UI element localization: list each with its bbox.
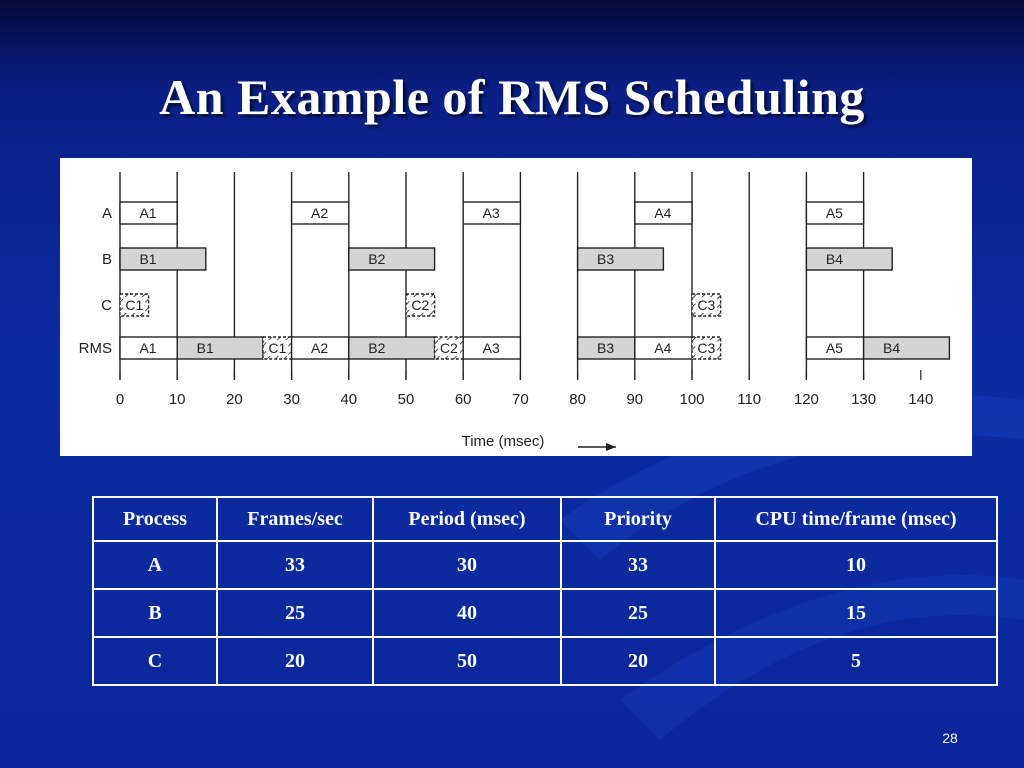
block-label: C1 <box>125 297 144 313</box>
cell-cpu-time: 10 <box>715 541 997 589</box>
x-tick-label: 10 <box>168 391 186 408</box>
block-label: A3 <box>482 340 500 356</box>
table-row <box>93 589 997 637</box>
block-label: B3 <box>597 251 615 267</box>
block-label: C2 <box>411 297 430 313</box>
table-row <box>93 637 997 685</box>
cell-process: A <box>93 541 217 589</box>
cell-cpu-time: 15 <box>715 589 997 637</box>
table-row <box>93 541 997 589</box>
schedule-block <box>349 248 435 270</box>
block-label: B3 <box>597 340 615 356</box>
block-label: A2 <box>311 340 329 356</box>
block-label: B2 <box>368 251 386 267</box>
header-frames-per-sec: Frames/sec <box>217 497 373 541</box>
header-period: Period (msec) <box>373 497 561 541</box>
header-priority: Priority <box>561 497 715 541</box>
block-label: B2 <box>368 340 386 356</box>
x-tick-label: 130 <box>851 391 877 408</box>
block-label: A5 <box>825 340 843 356</box>
scheduling-diagram <box>60 158 972 456</box>
x-tick-label: 140 <box>908 391 934 408</box>
row-label: C <box>101 297 112 314</box>
block-label: A1 <box>139 205 157 221</box>
cell-priority: 20 <box>561 637 715 685</box>
block-label: C3 <box>697 340 716 356</box>
x-tick-label: 20 <box>226 391 243 408</box>
page-number: 28 <box>942 730 958 746</box>
cell-frames: 33 <box>217 541 373 589</box>
cell-period: 40 <box>373 589 561 637</box>
cell-cpu-time: 5 <box>715 637 997 685</box>
time-arrow-head-icon <box>606 443 616 451</box>
schedule-block <box>349 337 435 359</box>
x-tick-label: 110 <box>737 391 762 408</box>
table-header-row <box>93 497 997 541</box>
block-label: C3 <box>697 297 716 313</box>
schedule-block <box>864 337 950 359</box>
cell-priority: 33 <box>561 541 715 589</box>
x-tick-label: 70 <box>512 391 529 408</box>
block-label: B1 <box>139 251 157 267</box>
cell-frames: 25 <box>217 589 373 637</box>
block-label: C2 <box>439 340 458 356</box>
row-label: A <box>101 205 112 222</box>
x-tick-label: 120 <box>793 391 819 408</box>
process-table <box>92 496 998 686</box>
x-tick-label: 80 <box>569 391 586 408</box>
cell-process: B <box>93 589 217 637</box>
header-process: Process <box>93 497 217 541</box>
block-label: C1 <box>268 340 287 356</box>
slide-title: An Example of RMS Scheduling <box>159 69 865 125</box>
schedule-block <box>120 248 206 270</box>
x-tick-label: 0 <box>115 391 125 408</box>
schedule-block <box>578 248 664 270</box>
x-axis-label: Time (msec) <box>461 433 545 450</box>
block-label: A2 <box>311 205 329 221</box>
schedule-block <box>177 337 263 359</box>
block-label: A3 <box>482 205 500 221</box>
block-label: A1 <box>139 340 157 356</box>
block-label: B1 <box>196 340 214 356</box>
row-label: RMS <box>78 340 112 357</box>
block-label: A5 <box>825 205 843 221</box>
block-label: A4 <box>654 205 672 221</box>
cell-period: 50 <box>373 637 561 685</box>
row-label: B <box>101 251 112 268</box>
x-tick-label: 60 <box>454 391 472 408</box>
cell-priority: 25 <box>561 589 715 637</box>
header-cpu-time: CPU time/frame (msec) <box>715 497 997 541</box>
x-tick-label: 100 <box>679 391 705 408</box>
block-label: B4 <box>825 251 843 267</box>
schedule-block <box>806 248 892 270</box>
cell-period: 30 <box>373 541 561 589</box>
x-tick-label: 50 <box>397 391 415 408</box>
x-tick-label: 30 <box>283 391 300 408</box>
x-tick-label: 40 <box>340 391 358 408</box>
gantt-chart <box>60 158 972 456</box>
x-tick-label: 90 <box>626 391 644 408</box>
cell-frames: 20 <box>217 637 373 685</box>
cell-process: C <box>93 637 217 685</box>
block-label: B4 <box>883 340 901 356</box>
block-label: A4 <box>654 340 672 356</box>
